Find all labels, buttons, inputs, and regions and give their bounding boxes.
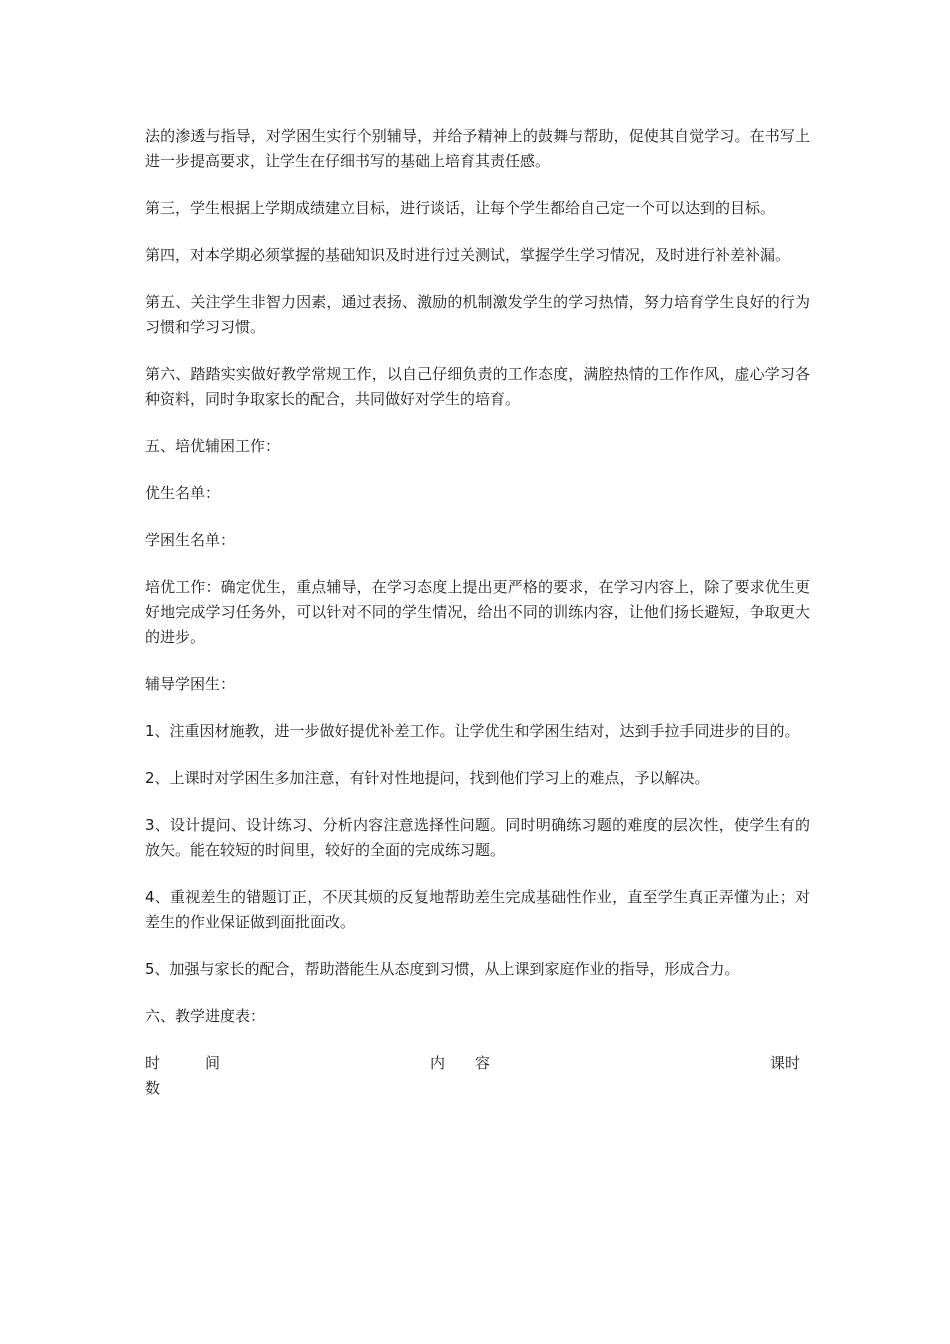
list-item: 1、注重因材施教，进一步做好提优补差工作。让学优生和学困生结对，达到手拉手同进步的目的。 xyxy=(145,722,800,740)
section-heading: 五、培优辅困工作： xyxy=(145,437,281,455)
paragraph: 辅导学困生： xyxy=(145,675,236,693)
paragraph: 第六、踏踏实实做好教学常规工作，以自己仔细负责的工作态度，满腔热情的工作作风，虚心学习各种资料，同时争取家长的配合，共同做好对学生的培育。 xyxy=(145,365,810,408)
section-heading: 六、教学进度表： xyxy=(145,1007,266,1025)
column-header-hours: 课时 xyxy=(769,1054,800,1072)
paragraph: 第五、关注学生非智力因素，通过表扬、激励的机制激发学生的学习热情，努力培育学生良好的行为习惯和学习习惯。 xyxy=(145,293,810,336)
document-body xyxy=(145,124,810,1101)
paragraph: 第四，对本学期必须掌握的基础知识及时进行过关测试，掌握学生学习情况，及时进行补差补漏。 xyxy=(145,246,791,264)
list-item: 3、设计提问、设计练习、分析内容注意选择性问题。同时明确练习题的难度的层次性，使学生有的放矢。能在较短的时间里，较好的全面的完成练习题。 xyxy=(145,816,810,859)
schedule-table-header xyxy=(145,1051,810,1101)
paragraph: 培优工作：确定优生，重点辅导，在学习态度上提出更严格的要求，在学习内容上，除了要求优生更好地完成学习任务外，可以针对不同的学生情况，给出不同的训练内容，让他们扬长避短，争取更大的进步。 xyxy=(145,578,810,646)
list-item: 5、加强与家长的配合，帮助潜能生从态度到习惯，从上课到家庭作业的指导，形成合力。 xyxy=(145,960,740,978)
column-header-content: 内 容 xyxy=(430,1054,491,1072)
paragraph: 学困生名单： xyxy=(145,531,236,549)
paragraph: 法的渗透与指导，对学困生实行个别辅导，并给予精神上的鼓舞与帮助，促使其自觉学习。在书写上进一步提高要求，让学生在仔细书写的基础上培育其责任感。 xyxy=(145,127,810,170)
list-item: 4、重视差生的错题订正，不厌其烦的反复地帮助差生完成基础性作业，直至学生真正弄懂为止；对差生的作业保证做到面批面改。 xyxy=(145,888,810,931)
column-header-time: 时 间 xyxy=(145,1054,221,1072)
paragraph: 优生名单： xyxy=(145,484,221,502)
column-header-hours-wrap: 数 xyxy=(145,1079,161,1097)
list-item: 2、上课时对学困生多加注意，有针对性地提问，找到他们学习上的难点，予以解决。 xyxy=(145,769,710,787)
paragraph: 第三，学生根据上学期成绩建立目标，进行谈话，让每个学生都给自己定一个可以达到的目标。 xyxy=(145,199,776,217)
